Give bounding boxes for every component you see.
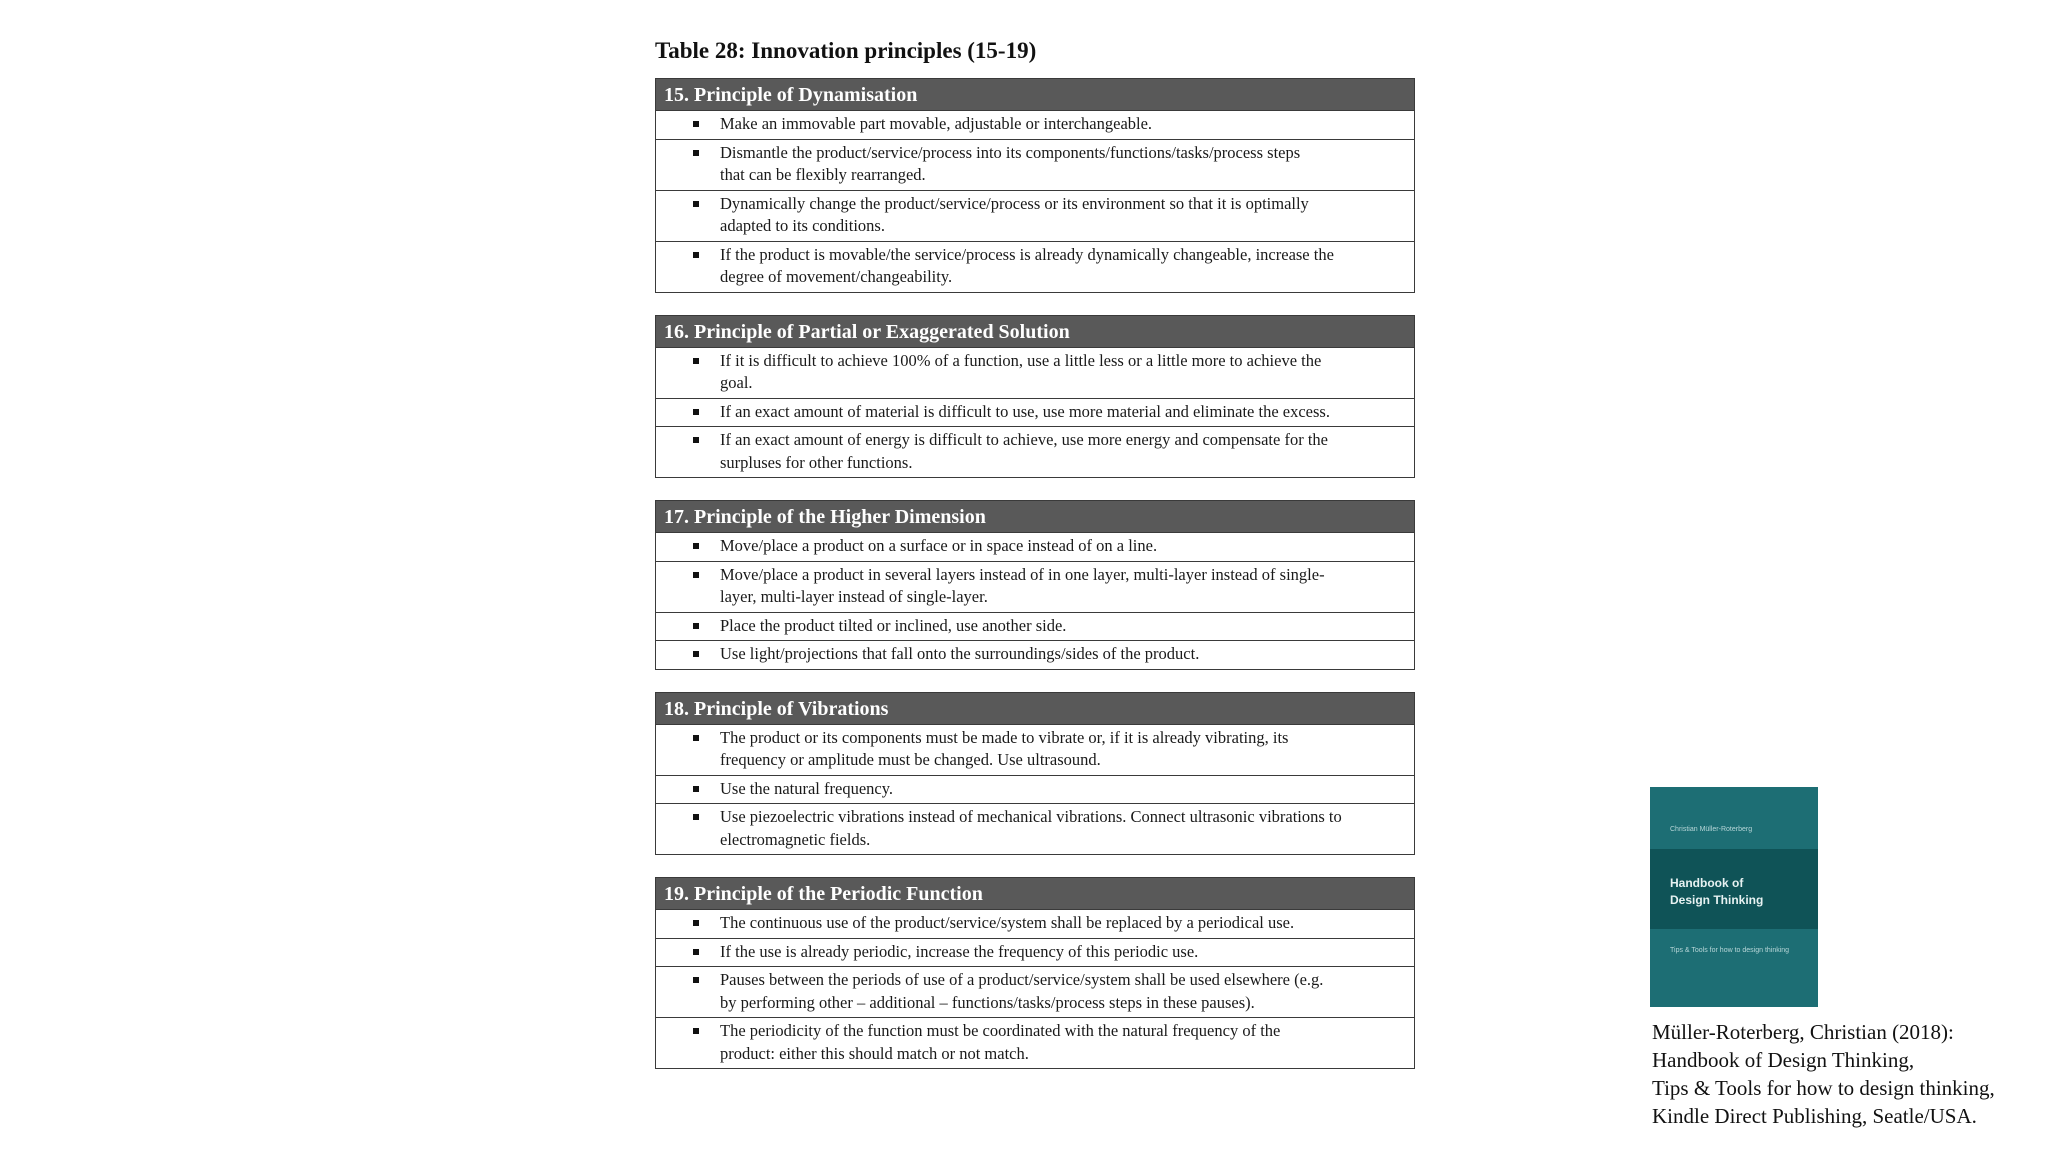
section-rows (655, 725, 1415, 856)
section-header: 19. Principle of the Periodic Function (655, 877, 1415, 910)
section-rows (655, 348, 1415, 479)
principle-section (655, 315, 1415, 479)
row-text (720, 912, 1410, 935)
table-row (656, 613, 1414, 642)
row-text-line: Dynamically change the product/service/process or its environment so that it is optimally (720, 193, 1309, 213)
row-text-line: surpluses for other functions. (720, 452, 913, 472)
table-row (656, 427, 1414, 477)
table-caption: Table 28: Innovation principles (15-19) (655, 38, 1037, 63)
book-cover-title-line: Handbook of (1670, 876, 1744, 890)
table-row (656, 111, 1414, 140)
row-text-line: Use the natural frequency. (720, 778, 894, 798)
row-text-line: Move/place a product on a surface or in space instead of on a line. (720, 536, 1158, 555)
book-cover-image (1650, 787, 1818, 1007)
table-row (656, 804, 1414, 854)
square-bullet-icon (656, 142, 720, 187)
citation-line: Müller-Roterberg, Christian (2018): (1652, 1020, 1954, 1044)
row-text-line: that can be flexibly rearranged. (720, 165, 926, 184)
table-row (656, 725, 1414, 776)
row-text-line: The periodicity of the function must be coordinated with the natural frequency of the (720, 1021, 1281, 1040)
row-text-line: product: either this should match or not match. (720, 1043, 1029, 1063)
table-row (656, 562, 1414, 613)
row-text-line: Use light/projections that fall onto the surroundings/sides of the product. (720, 644, 1200, 663)
row-text-line: Use piezoelectric vibrations instead of mechanical vibrations. Connect ultrasonic vibrations to (720, 807, 1342, 826)
square-bullet-icon (656, 806, 720, 851)
principles-table (655, 78, 1415, 1091)
row-text (720, 193, 1410, 238)
row-text-line: If the use is already periodic, increase the frequency of this periodic use. (720, 941, 1199, 961)
square-bullet-icon (656, 643, 720, 666)
book-cover-subtitle: Tips & Tools for how to design thinking (1670, 947, 1790, 954)
square-bullet-icon (656, 969, 720, 1014)
row-text (720, 778, 1410, 801)
table-row (656, 533, 1414, 562)
row-text (720, 615, 1410, 638)
table-row (656, 776, 1414, 805)
section-header: 18. Principle of Vibrations (655, 692, 1415, 725)
citation-line: Handbook of Design Thinking, (1652, 1048, 1915, 1072)
book-cover-title-line: Design Thinking (1670, 893, 1764, 907)
row-text-line: If an exact amount of energy is difficult to achieve, use more energy and compensate for the (720, 430, 1328, 449)
section-header: 15. Principle of Dynamisation (655, 78, 1415, 111)
square-bullet-icon (656, 778, 720, 801)
section-header: 16. Principle of Partial or Exaggerated Solution (655, 315, 1415, 348)
square-bullet-icon (656, 244, 720, 289)
square-bullet-icon (656, 535, 720, 558)
principle-section (655, 500, 1415, 670)
square-bullet-icon (656, 350, 720, 395)
row-text (720, 806, 1410, 851)
table-row (656, 910, 1414, 939)
square-bullet-icon (656, 615, 720, 638)
row-text-line: layer, multi-layer instead of single-layer. (720, 587, 988, 606)
square-bullet-icon (656, 727, 720, 772)
square-bullet-icon (656, 912, 720, 935)
section-rows (655, 533, 1415, 670)
table-row (656, 140, 1414, 191)
row-text-line: The continuous use of the product/service/system shall be replaced by a periodical use. (720, 913, 1295, 932)
table-row (656, 641, 1414, 669)
row-text (720, 350, 1410, 395)
row-text-line: electromagnetic fields. (720, 829, 871, 849)
row-text-line: by performing other – additional – functions/tasks/process steps in these pauses). (720, 992, 1255, 1012)
row-text-line: If it is difficult to achieve 100% of a function, use a little less or a little more to achieve the (720, 350, 1322, 370)
table-row (656, 1018, 1414, 1068)
table-row (656, 348, 1414, 399)
row-text-line: If an exact amount of material is difficult to use, use more material and eliminate the excess. (720, 401, 1330, 421)
book-cover-author: Christian Müller-Roterberg (1670, 826, 1753, 833)
principle-section (655, 692, 1415, 856)
table-row (656, 939, 1414, 968)
citation-line: Kindle Direct Publishing, Seatle/USA. (1652, 1104, 1977, 1128)
row-text-line: goal. (720, 373, 753, 392)
square-bullet-icon (656, 429, 720, 474)
row-text-line: adapted to its conditions. (720, 216, 885, 235)
book-cover-title (1670, 875, 1810, 909)
square-bullet-icon (656, 193, 720, 238)
row-text-line: Pauses between the periods of use of a product/service/system shall be used elsewhere (e.g. (720, 970, 1324, 989)
row-text (720, 535, 1410, 558)
row-text (720, 1020, 1410, 1065)
table-row (656, 399, 1414, 428)
square-bullet-icon (656, 401, 720, 424)
citation-line: Tips & Tools for how to design thinking, (1652, 1076, 1995, 1100)
square-bullet-icon (656, 941, 720, 964)
row-text-line: If the product is movable/the service/process is already dynamically changeable, increase the (720, 244, 1334, 264)
book-citation (1652, 1018, 1995, 1130)
row-text-line: The product or its components must be made to vibrate or, if it is already vibrating, its (720, 727, 1289, 747)
table-row (656, 191, 1414, 242)
row-text (720, 113, 1410, 136)
square-bullet-icon (656, 113, 720, 136)
row-text (720, 244, 1410, 289)
row-text (720, 401, 1410, 424)
row-text (720, 727, 1410, 772)
row-text-line: frequency or amplitude must be changed. Use ultrasound. (720, 750, 1101, 769)
row-text (720, 969, 1410, 1014)
row-text-line: degree of movement/changeability. (720, 267, 953, 286)
row-text (720, 564, 1410, 609)
principle-section (655, 877, 1415, 1069)
row-text (720, 429, 1410, 474)
row-text-line: Make an immovable part movable, adjustable or interchangeable. (720, 114, 1153, 133)
section-rows (655, 910, 1415, 1069)
square-bullet-icon (656, 564, 720, 609)
section-header: 17. Principle of the Higher Dimension (655, 500, 1415, 533)
table-row (656, 242, 1414, 292)
section-rows (655, 111, 1415, 293)
row-text-line: Move/place a product in several layers instead of in one layer, multi-layer instead of single- (720, 564, 1325, 584)
square-bullet-icon (656, 1020, 720, 1065)
row-text (720, 941, 1410, 964)
row-text-line: Place the product tilted or inclined, use another side. (720, 615, 1067, 635)
principle-section (655, 78, 1415, 293)
row-text (720, 643, 1410, 666)
row-text-line: Dismantle the product/service/process into its components/functions/tasks/process steps (720, 142, 1301, 162)
table-row (656, 967, 1414, 1018)
row-text (720, 142, 1410, 187)
